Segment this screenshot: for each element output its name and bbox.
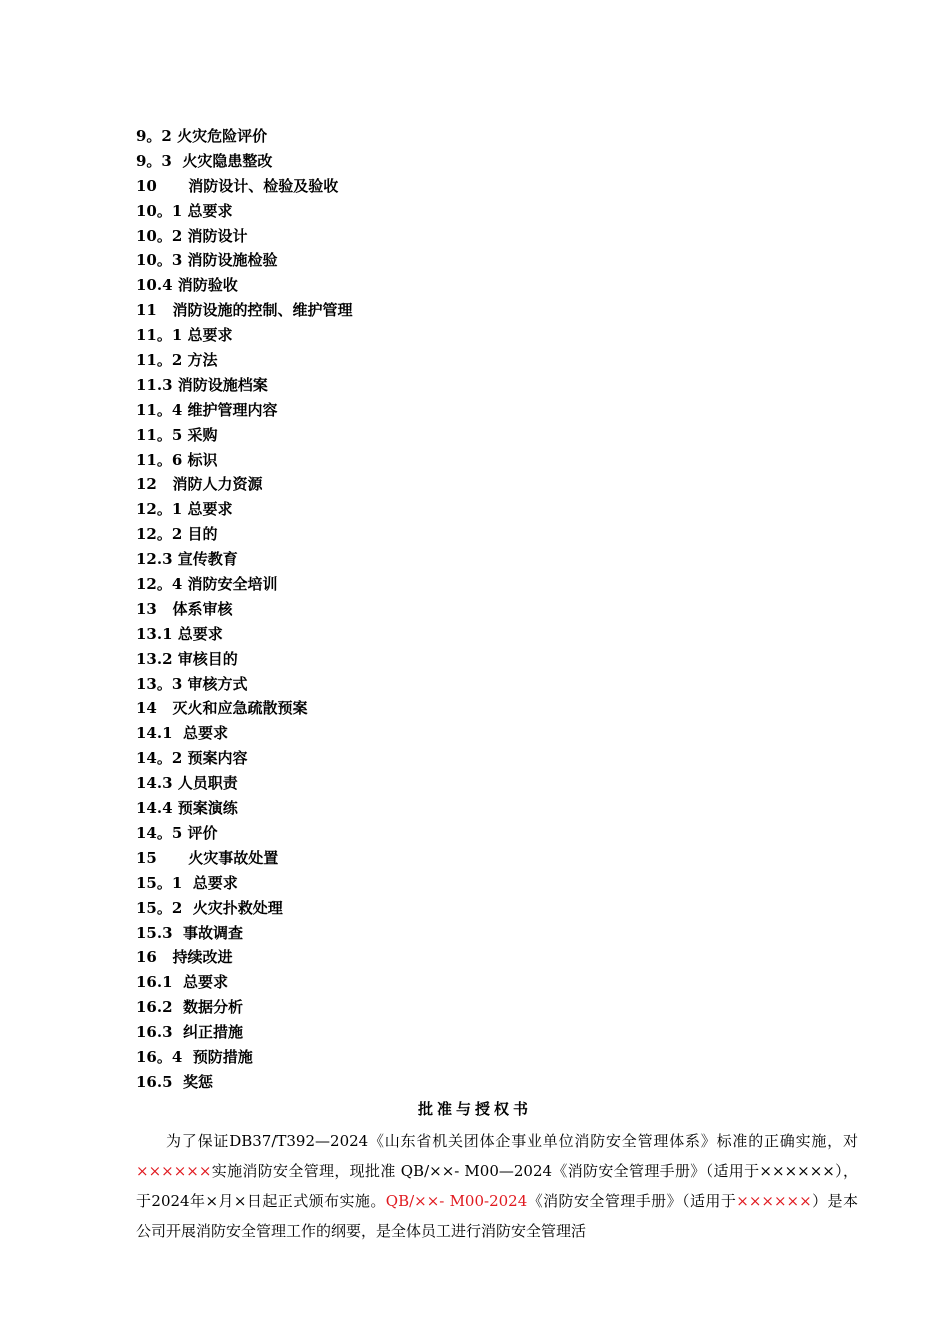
toc-item: 10 消防设计、检验及验收: [136, 176, 339, 195]
toc-item: 12。1 总要求: [136, 500, 233, 519]
toc-item: 10。3 消防设施检验: [136, 251, 278, 270]
toc-item: 9。3 火灾隐患整改: [136, 151, 273, 170]
toc-item: 16.1 总要求: [136, 973, 228, 992]
para-text-1: 为了保证DB37/T392—2024《山东省机关团体企事业单位消防安全管理体系》标准的正确实施，对: [166, 1132, 858, 1150]
toc-item: 13.1 总要求: [136, 624, 223, 643]
para-red-placeholder-2: ××××××: [736, 1192, 812, 1210]
toc-item: 11。6 标识: [136, 450, 218, 469]
para-text-4: ）是本公司开展消防安全管理工作的纲要，是全体员工进行消防安全管理活: [136, 1192, 858, 1240]
toc-item: 9。2 火灾危险评价: [136, 127, 268, 145]
toc-item: 15。2 火灾扑救处理: [136, 898, 283, 917]
toc-item: 10。1 总要求: [136, 201, 233, 220]
toc-item: 13。3 审核方式: [136, 674, 248, 693]
table-of-contents: [136, 124, 836, 1095]
para-red-placeholder-1: ××××××: [136, 1162, 212, 1180]
para-text-2: 实施消防安全管理，现批准 QB/××- M00—2024《消防安全管理手册》（适用于××××××），于2024年×月×日起正式颁布实施。: [136, 1162, 858, 1210]
approval-paragraph: [136, 1126, 858, 1246]
toc-item: 11。5 采购: [136, 425, 218, 444]
toc-item: 13 体系审核: [136, 599, 233, 618]
toc-item: 11.3 消防设施档案: [136, 375, 268, 394]
toc-item: 14 灭火和应急疏散预案: [136, 699, 308, 718]
toc-item: 11。2 方法: [136, 351, 218, 370]
toc-item: 14.1 总要求: [136, 724, 228, 743]
toc-item: 14。5 评价: [136, 823, 218, 842]
toc-item: 16。4 预防措施: [136, 1047, 253, 1066]
section-title: 批准与授权书: [417, 1100, 532, 1118]
toc-item: 14.3 人员职责: [136, 774, 238, 793]
toc-item: 11。1 总要求: [136, 326, 233, 345]
para-red-standard-code: QB/××- M00-2024: [385, 1192, 528, 1210]
toc-item: 12。2 目的: [136, 525, 218, 544]
toc-item: 13.2 审核目的: [136, 649, 238, 668]
toc-item: 16.5 奖惩: [136, 1072, 213, 1091]
toc-item: 15.3 事故调查: [136, 923, 243, 942]
toc-item: 16.3 纠正措施: [136, 1023, 243, 1042]
para-text-3: 《消防安全管理手册》（适用于: [527, 1192, 737, 1210]
toc-item: 15 火灾事故处置: [136, 848, 279, 867]
toc-item: 11 消防设施的控制、维护管理: [136, 301, 353, 320]
toc-item: 10。2 消防设计: [136, 226, 248, 245]
toc-item: 14.4 预案演练: [136, 799, 238, 818]
toc-item: 16 持续改进: [136, 948, 233, 967]
toc-item: 12。4 消防安全培训: [136, 575, 278, 594]
toc-item: 11。4 维护管理内容: [136, 400, 278, 419]
toc-item: 14。2 预案内容: [136, 749, 248, 768]
toc-item: 16.2 数据分析: [136, 998, 243, 1017]
toc-item: 15。1 总要求: [136, 873, 238, 892]
toc-item: 10.4 消防验收: [136, 276, 238, 295]
toc-item: 12 消防人力资源: [136, 475, 263, 494]
toc-item: 12.3 宣传教育: [136, 550, 238, 569]
